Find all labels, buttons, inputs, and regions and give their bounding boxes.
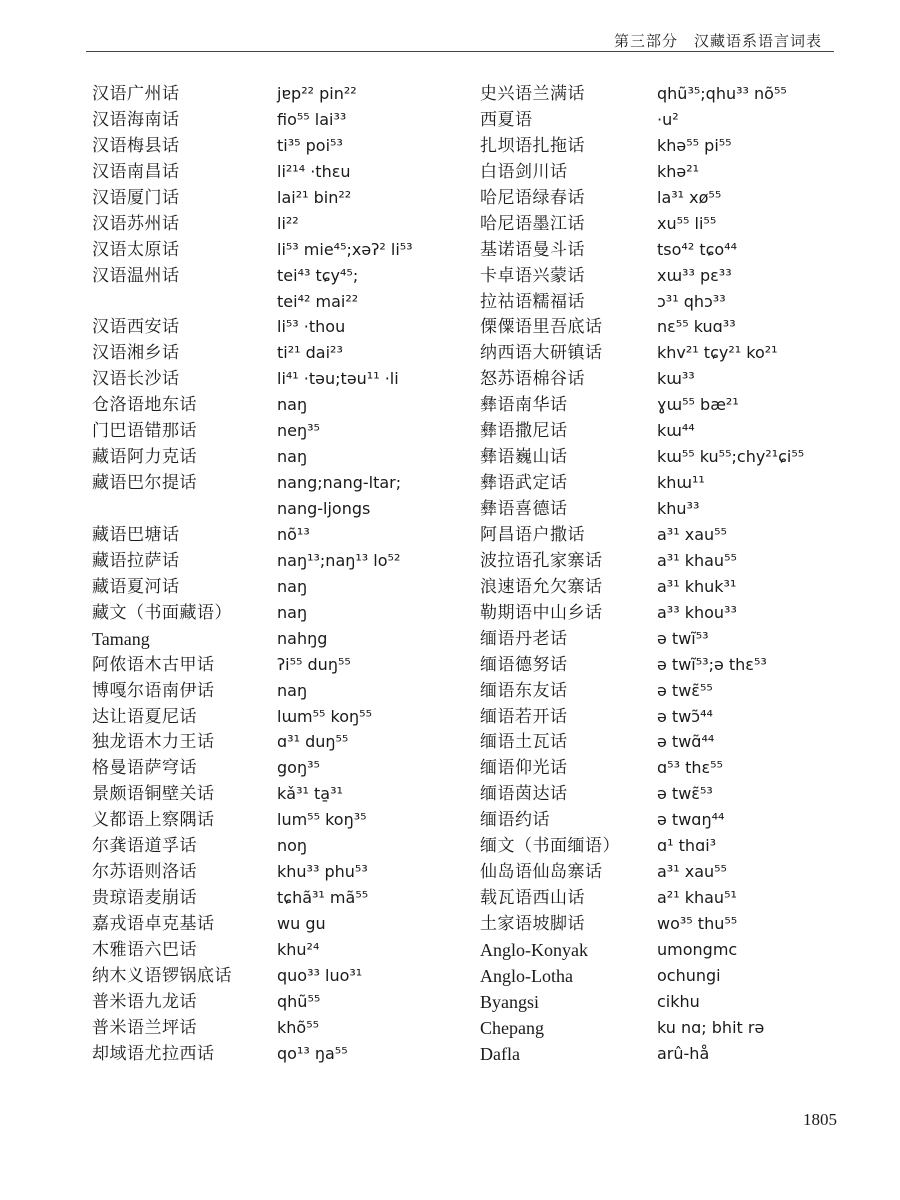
language-name: 藏语巴塘话 (92, 524, 180, 545)
word-form: naŋ (277, 576, 308, 596)
word-row (92, 548, 472, 574)
language-name: 彝语南华话 (480, 395, 568, 416)
word-row (92, 833, 472, 859)
word-form: li²¹⁴ ·thɛu (277, 161, 351, 181)
word-row (92, 729, 472, 755)
word-row (480, 781, 860, 807)
word-row (92, 755, 472, 781)
language-name: 纳西语大研镇话 (480, 343, 603, 364)
word-form: umongmc (657, 939, 738, 959)
language-name: 史兴语兰满话 (480, 84, 585, 104)
language-name: 仙岛语仙岛寨话 (480, 862, 603, 883)
word-form: li²² (277, 213, 299, 233)
word-row (92, 289, 472, 315)
word-row (480, 444, 860, 470)
word-form: la³¹ xø⁵⁵ (657, 187, 722, 207)
language-name: 博嘎尔语南伊话 (92, 680, 215, 701)
word-row (92, 237, 472, 263)
word-row (480, 470, 860, 496)
word-form: khu²⁴ (277, 939, 320, 959)
language-name: 尔龚语道孚话 (92, 836, 197, 857)
language-name: 白语剑川话 (480, 161, 568, 182)
language-name: Dafla (480, 1043, 520, 1064)
word-form: qhũ³⁵;qhu³³ nõ⁵⁵ (657, 84, 787, 103)
language-name: 彝语撒尼话 (480, 421, 568, 442)
word-row (92, 937, 472, 963)
word-row (92, 470, 472, 496)
word-form: tei⁴² mai²² (277, 291, 359, 311)
word-row (480, 159, 860, 185)
language-name: 彝语喜德话 (480, 499, 568, 519)
language-name: 纳木义语锣锅底话 (92, 965, 232, 986)
word-form: ti²¹ dai²³ (277, 343, 343, 363)
language-name: 汉语西安话 (92, 317, 180, 338)
word-row (480, 652, 860, 678)
word-form: tei⁴³ tɕy⁴⁵; (277, 265, 359, 285)
language-name: 藏语夏河话 (92, 576, 180, 597)
word-row (92, 522, 472, 548)
word-form: goŋ³⁵ (277, 758, 320, 778)
word-row (480, 937, 860, 963)
word-form: xu⁵⁵ li⁵⁵ (657, 213, 717, 233)
language-name: Tamang (92, 628, 150, 649)
word-row (92, 678, 472, 704)
language-name: 门巴语错那话 (92, 421, 197, 442)
word-form: khə²¹ (657, 161, 700, 181)
word-form: wo³⁵ thu⁵⁵ (657, 914, 738, 933)
word-row (480, 237, 860, 263)
language-name: 土家语坡脚话 (480, 914, 585, 934)
language-name: Byangsi (480, 991, 540, 1012)
language-name: 西夏语 (480, 109, 533, 130)
word-form: naŋ (277, 602, 308, 622)
word-row (92, 885, 472, 911)
word-form: naŋ (277, 447, 308, 467)
word-form: nõ¹³ (277, 524, 310, 544)
word-form: a³¹ xau⁵⁵ (657, 524, 727, 544)
word-form: li⁵³ ·thou (277, 317, 346, 337)
language-name: 藏语巴尔提话 (92, 473, 197, 494)
word-row (480, 548, 860, 574)
language-name: Chepang (480, 1017, 544, 1038)
language-name: 缅语若开话 (480, 706, 568, 727)
language-name: 怒苏语棉谷话 (480, 369, 585, 390)
word-form: kɯ³³ (657, 369, 695, 389)
header-title: 第三部分 汉藏语系语言词表 (613, 32, 822, 50)
language-name: 缅语仰光话 (480, 758, 568, 779)
word-row (480, 81, 860, 107)
word-form: khu³³ phu⁵³ (277, 862, 368, 882)
word-form: khõ⁵⁵ (277, 1017, 320, 1037)
language-name: 波拉语孔家寨话 (480, 550, 603, 571)
language-name: 普米语九龙话 (92, 991, 197, 1012)
word-form: ɔ³¹ qhɔ³³ (657, 291, 726, 311)
word-form: ɣɯ⁵⁵ bæ²¹ (657, 395, 739, 415)
language-name: 载瓦语西山话 (480, 888, 585, 909)
language-name: 缅语茵达话 (480, 784, 568, 805)
language-name: 汉语太原话 (92, 239, 180, 260)
word-row (480, 107, 860, 133)
word-form: qo¹³ ŋa⁵⁵ (277, 1043, 348, 1063)
word-row (92, 496, 472, 522)
language-name: 景颇语铜壁关话 (92, 784, 215, 805)
language-name: 汉语长沙话 (92, 369, 180, 390)
word-row (92, 574, 472, 600)
word-form: khv²¹ tɕy²¹ ko²¹ (657, 343, 778, 363)
language-name: 汉语厦门话 (92, 187, 180, 208)
language-name: 藏语阿力克话 (92, 447, 197, 468)
word-form: kǎ³¹ ta̱³¹ (277, 784, 343, 804)
language-name: 达让语夏尼话 (92, 706, 197, 727)
word-form: jɐp²² pin²² (277, 84, 357, 103)
word-form: a³³ khou³³ (657, 602, 737, 622)
language-name: 汉语南昌话 (92, 161, 180, 182)
word-row (92, 133, 472, 159)
word-row (480, 859, 860, 885)
word-row (480, 1015, 860, 1041)
word-row (480, 574, 860, 600)
word-form: a³¹ khuk³¹ (657, 576, 737, 596)
language-name: 贵琼语麦崩话 (92, 888, 197, 909)
running-header (0, 30, 900, 52)
language-name: 汉语海南话 (92, 109, 180, 130)
word-form: fio⁵⁵ lai³³ (277, 109, 347, 129)
word-row (480, 289, 860, 315)
language-name: 阿侬语木古甲话 (92, 654, 215, 675)
word-form: kɯ⁴⁴ (657, 421, 695, 441)
word-row (92, 859, 472, 885)
word-form: nang-ljongs (277, 499, 371, 518)
word-form: quo³³ luo³¹ (277, 965, 363, 985)
word-form: lɯm⁵⁵ koŋ⁵⁵ (277, 706, 372, 726)
language-name: 彝语巍山话 (480, 447, 568, 468)
word-form: ʔi⁵⁵ duŋ⁵⁵ (277, 654, 351, 674)
language-name: 缅文（书面缅语） (480, 836, 620, 857)
word-row (92, 392, 472, 418)
word-row (480, 496, 860, 522)
word-row (480, 989, 860, 1015)
word-row (92, 600, 472, 626)
word-form: nɛ⁵⁵ kuɑ³³ (657, 317, 736, 337)
word-row (480, 133, 860, 159)
word-form: ə twɑŋ⁴⁴ (657, 810, 725, 830)
word-row (92, 911, 472, 937)
word-form: lai²¹ bin²² (277, 187, 352, 207)
word-form: a³¹ khau⁵⁵ (657, 550, 737, 570)
word-form: khu³³ (657, 499, 700, 518)
word-form: li⁴¹ ·təu;təu¹¹ ·li (277, 369, 399, 389)
language-name: 嘉戎语卓克基话 (92, 914, 215, 934)
word-form: wu gu (277, 914, 326, 933)
language-name: 汉语温州话 (92, 265, 180, 286)
language-name: 木雅语六巴话 (92, 939, 197, 960)
word-row (480, 678, 860, 704)
word-form: ə twɛ̃⁵³ (657, 784, 713, 804)
word-form: ochungi (657, 965, 721, 985)
word-row (92, 314, 472, 340)
language-name: 哈尼语墨江话 (480, 213, 585, 234)
header-rule (86, 51, 834, 52)
language-name: 缅语丹老话 (480, 628, 568, 649)
word-form: noŋ (277, 836, 308, 856)
word-row (92, 626, 472, 652)
word-form: nahŋg (277, 628, 328, 648)
word-row (480, 340, 860, 366)
language-name: 汉语广州话 (92, 84, 180, 104)
word-row (92, 366, 472, 392)
word-row (92, 989, 472, 1015)
word-row (480, 392, 860, 418)
word-row (480, 314, 860, 340)
language-name: 汉语湘乡话 (92, 343, 180, 364)
word-row (92, 963, 472, 989)
language-name: 普米语兰坪话 (92, 1017, 197, 1038)
word-row (92, 81, 472, 107)
language-name: 卡卓语兴蒙话 (480, 265, 585, 286)
word-row (480, 729, 860, 755)
word-form: ku nɑ; bhit rə (657, 1017, 765, 1037)
language-name: 藏文（书面藏语） (92, 602, 232, 623)
word-row (480, 704, 860, 730)
word-row (92, 263, 472, 289)
word-row (480, 185, 860, 211)
language-name: 阿昌语户撒话 (480, 524, 585, 545)
language-name: 缅语约话 (480, 810, 550, 831)
word-form: nang;nang-ltar; (277, 473, 402, 493)
word-form: a³¹ xau⁵⁵ (657, 862, 727, 882)
word-form: a²¹ khau⁵¹ (657, 888, 737, 908)
language-name: 格曼语萨穹话 (92, 758, 197, 779)
language-name: 扎坝语扎拖话 (480, 135, 585, 156)
word-form: ɑ¹ thɑi³ (657, 836, 717, 856)
language-name: 哈尼语绿春话 (480, 187, 585, 208)
language-name: 藏语拉萨话 (92, 550, 180, 571)
word-form: ɑ⁵³ thɛ⁵⁵ (657, 758, 723, 778)
word-form: naŋ¹³;naŋ¹³ lo⁵² (277, 550, 401, 570)
right-column (480, 81, 860, 1067)
word-form: xɯ³³ pɛ³³ (657, 265, 732, 285)
word-form: tɕhã³¹ mã⁵⁵ (277, 888, 369, 908)
word-row (92, 107, 472, 133)
language-name: 缅语德努话 (480, 654, 568, 675)
language-name: 缅语东友话 (480, 680, 568, 701)
language-name: 基诺语曼斗话 (480, 239, 585, 260)
word-form: tso⁴² tɕo⁴⁴ (657, 239, 737, 259)
word-row (92, 1015, 472, 1041)
word-form: ti³⁵ poi⁵³ (277, 135, 343, 155)
page-number: 1805 (803, 1110, 837, 1129)
word-form: neŋ³⁵ (277, 421, 320, 441)
word-row (92, 444, 472, 470)
word-form: cikhu (657, 991, 700, 1011)
word-form: naŋ (277, 680, 308, 700)
word-form: lum⁵⁵ koŋ³⁵ (277, 810, 367, 830)
language-name: 勒期语中山乡话 (480, 602, 603, 623)
word-row (480, 366, 860, 392)
language-name: 却域语尤拉西话 (92, 1043, 215, 1064)
word-row (480, 833, 860, 859)
language-name: 汉语梅县话 (92, 135, 180, 156)
language-name: 傈僳语里吾底话 (480, 317, 603, 338)
word-row (480, 963, 860, 989)
word-row (92, 1041, 472, 1067)
word-row (92, 781, 472, 807)
language-name: 缅语土瓦话 (480, 732, 568, 753)
word-row (92, 159, 472, 185)
word-form: ə twɛ̃⁵⁵ (657, 680, 713, 700)
word-row (480, 522, 860, 548)
language-name: 浪速语允欠寨话 (480, 576, 603, 597)
left-column (92, 81, 472, 1067)
word-row (480, 755, 860, 781)
word-form: arû-hå (657, 1043, 710, 1063)
word-form: ə twɑ̃⁴⁴ (657, 732, 715, 752)
word-form: khɯ¹¹ (657, 473, 705, 493)
language-name: Anglo-Lotha (480, 965, 573, 986)
language-name: 彝语武定话 (480, 473, 568, 494)
word-row (480, 418, 860, 444)
word-row (480, 263, 860, 289)
word-row (480, 1041, 860, 1067)
word-row (92, 211, 472, 237)
language-name: 尔苏语则洛话 (92, 862, 197, 883)
word-row (92, 652, 472, 678)
word-row (92, 418, 472, 444)
word-row (92, 704, 472, 730)
word-form: li⁵³ mie⁴⁵;xəʔ² li⁵³ (277, 239, 413, 259)
word-form: qhũ⁵⁵ (277, 991, 321, 1011)
word-row (92, 340, 472, 366)
language-name: 拉祜语糯福话 (480, 291, 585, 312)
language-name: Anglo-Konyak (480, 939, 588, 960)
word-form: ə twĩ⁵³;ə thɛ⁵³ (657, 654, 767, 674)
word-form: kɯ⁵⁵ ku⁵⁵;chy²¹ɕi⁵⁵ (657, 447, 805, 467)
word-form: ə twĩ⁵³ (657, 628, 709, 648)
language-name: 仓洛语地东话 (92, 395, 197, 416)
language-name: 义都语上察隅话 (92, 810, 215, 831)
word-row (480, 626, 860, 652)
word-row (92, 185, 472, 211)
word-form: ·u² (657, 109, 679, 129)
word-form: khə⁵⁵ pi⁵⁵ (657, 135, 732, 155)
language-name: 独龙语木力王话 (92, 732, 215, 753)
word-form: naŋ (277, 395, 308, 415)
word-row (92, 807, 472, 833)
word-row (480, 600, 860, 626)
word-form: ə twɔ̃⁴⁴ (657, 706, 713, 726)
language-name: 汉语苏州话 (92, 213, 180, 234)
word-row (480, 211, 860, 237)
word-form: ɑ³¹ duŋ⁵⁵ (277, 732, 349, 752)
word-row (480, 807, 860, 833)
word-row (480, 911, 860, 937)
word-row (480, 885, 860, 911)
